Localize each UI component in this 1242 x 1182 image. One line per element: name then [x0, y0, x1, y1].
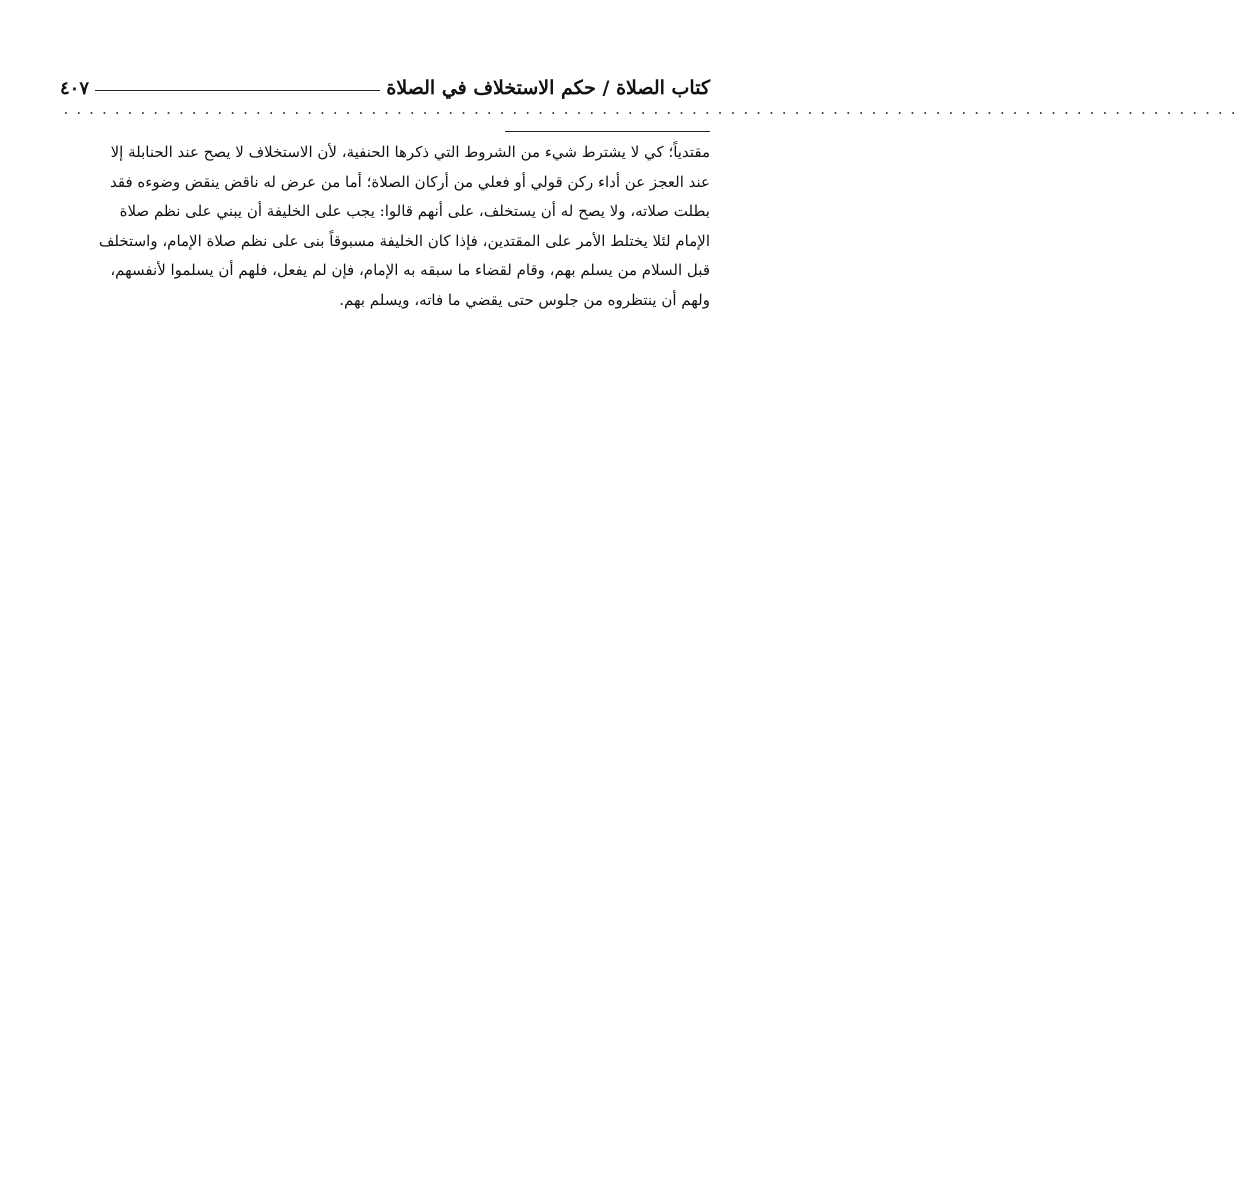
- text-line: بطلت صلاته، ولا يصح له أن يستخلف، على أنهم قالوا: يجب على الخليفة أن يبني على نظم صلاة: [119, 202, 710, 220]
- dotted-separator: ............................................................................................: [62, 103, 1242, 118]
- header-rule: [95, 90, 380, 91]
- body-text: [60, 138, 710, 315]
- running-header: [60, 72, 710, 104]
- section-rule: [505, 131, 710, 132]
- text-line: قبل السلام من يسلم بهم، وقام لقضاء ما سبقه به الإمام، فإن لم يفعل، فلهم أن يسلموا لأنفسهم،: [110, 261, 710, 279]
- text-line: عند العجز عن أداء ركن قولي أو فعلي من أركان الصلاة؛ أما من عرض له ناقض ينقض وضوءه فقد: [110, 172, 710, 191]
- text-line: الإمام لئلا يختلط الأمر على المقتدين، فإذا كان الخليفة مسبوقاً بنى على نظم صلاة الإمام، واستخلف: [98, 231, 710, 250]
- text-line: ولهم أن ينتظروه من جلوس حتى يقضي ما فاته، ويسلم بهم.: [339, 290, 710, 309]
- page-number: ٤٠٧: [60, 77, 90, 99]
- text-line: مقتدياً؛ كي لا يشترط شيء من الشروط التي ذكرها الحنفية، لأن الاستخلاف لا يصح عند الحنابلة إلا: [110, 143, 710, 161]
- header-title: كتاب الصلاة / حكم الاستخلاف في الصلاة: [386, 77, 710, 99]
